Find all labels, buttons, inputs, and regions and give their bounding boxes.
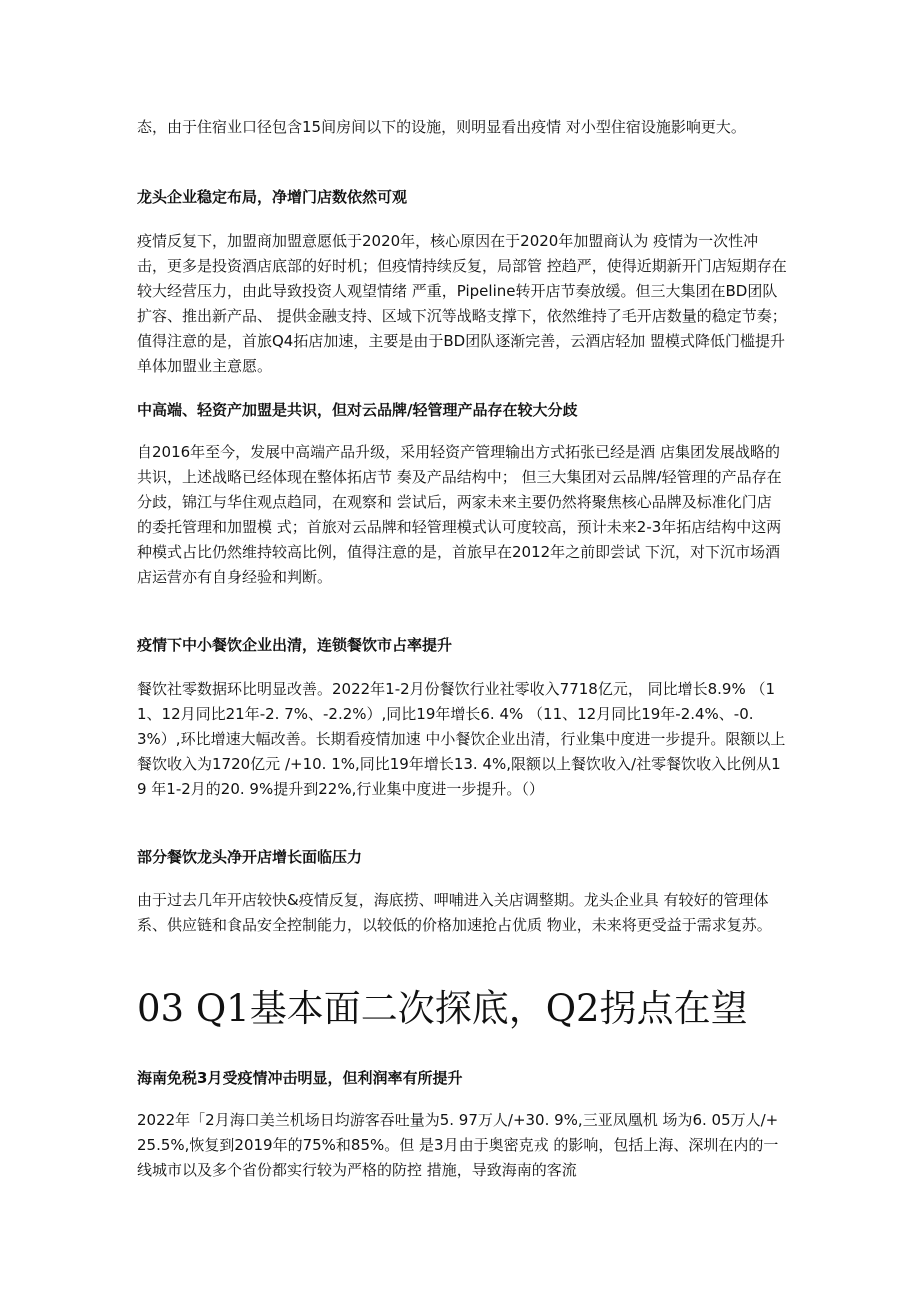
section-heading-4: 部分餐饮龙头净开店增长面临压力 — [137, 848, 363, 866]
section-heading-1: 龙头企业稳定布局，净增门店数依然可观 — [137, 188, 408, 206]
section-heading-2: 中高端、轻资产加盟是共识，但对云品牌/轻管理产品存在较大分歧 — [137, 401, 578, 419]
section-paragraph-1: 疫情反复下，加盟商加盟意愿低于2020年，核心原因在于2020年加盟商认为 疫情为一次性冲击，更多是投资酒店底部的好时机；但疫情持续反复，局部管 控趋严，使得近期新开门店短期存在较大经营压力，由此导致投资人观望情绪 严重，Pipeline转开店节奏放缓。但三大集团在BD团队扩容、推出新产品、 提供金融支持、区域下沉等战略支撑下，依然维持了毛开店数量的稳定节奏； 值得注意的是，首旅Q4拓店加速，主要是由于BD团队逐渐完善，云酒店轻加 盟模式降低门槛提升单体加盟业主意愿。 — [137, 232, 787, 375]
section-heading-3: 疫情下中小餐饮企业出清，连锁餐饮市占率提升 — [137, 636, 453, 654]
section-paragraph-4: 由于过去几年开店较快&疫情反复，海底捞、呷哺进入关店调整期。龙头企业具 有较好的管理体系、供应链和食品安全控制能力，以较低的价格加速抢占优质 物业，未来将更受益于需求复苏。 — [137, 891, 772, 934]
section-paragraph-2: 自2016年至今，发展中高端产品升级，采用轻资产管理输出方式拓张已经是酒 店集团发展战略的共识，上述战略已经体现在整体拓店节 奏及产品结构中； 但三大集团对云品牌/轻管理的产品存在分歧，锦江与华住观点趋同，在观察和 尝试后，两家未来主要仍然将聚焦核心品牌及标准化门店 的委托管理和加盟模 式；首旅对云品牌和轻管理模式认可度较高，预计未来2-3年拓店结构中这两 种模式占比仍然维持较高比例，值得注意的是，首旅早在2012年之前即尝试 下沉，对下沉市场酒店运营亦有自身经验和判断。 — [137, 443, 782, 586]
intro-tail-paragraph: 态，由于住宿业口径包含15间房间以下的设施，则明显看出疫情 对小型住宿设施影响更大。 — [137, 118, 746, 136]
chapter-title: 03 Q1基本面二次探底，Q2拐点在望 — [137, 987, 748, 1030]
chapter-subheading: 海南免税3月受疫情冲击明显，但利润率有所提升 — [137, 1069, 463, 1087]
section-paragraph-3: 餐饮社零数据环比明显改善。2022年1-2月份餐饮行业社零收入7718亿元， 同比增长8.9% （11、12月同比21年-2. 7%、-2.2%）,同比19年增长6. 4% （11、12月同比19年-2.4%、-0.3%）,环比增速大幅改善。长期看疫情加速 中小餐饮企业出清，行业集中度进一步提升。限额以上餐饮收入为1720亿元 /+10. 1%,同比19年增长13. 4%,限额以上餐饮收入/社零餐饮收入比例从19 年1-2月的20. 9%提升到22%,行业集中度进一步提升。（） — [137, 680, 786, 798]
chapter-paragraph: 2022年「2月海口美兰机场日均游客吞吐量为5. 97万人/+30. 9%,三亚凤凰机 场为6. 05万人/+25.5%,恢复到2019年的75%和85%。但 是3月由于奥密克戎 的影响，包括上海、深圳在内的一线城市以及多个省份都实行较为严格的防控 措施，导致海南的客流 — [137, 1111, 779, 1179]
